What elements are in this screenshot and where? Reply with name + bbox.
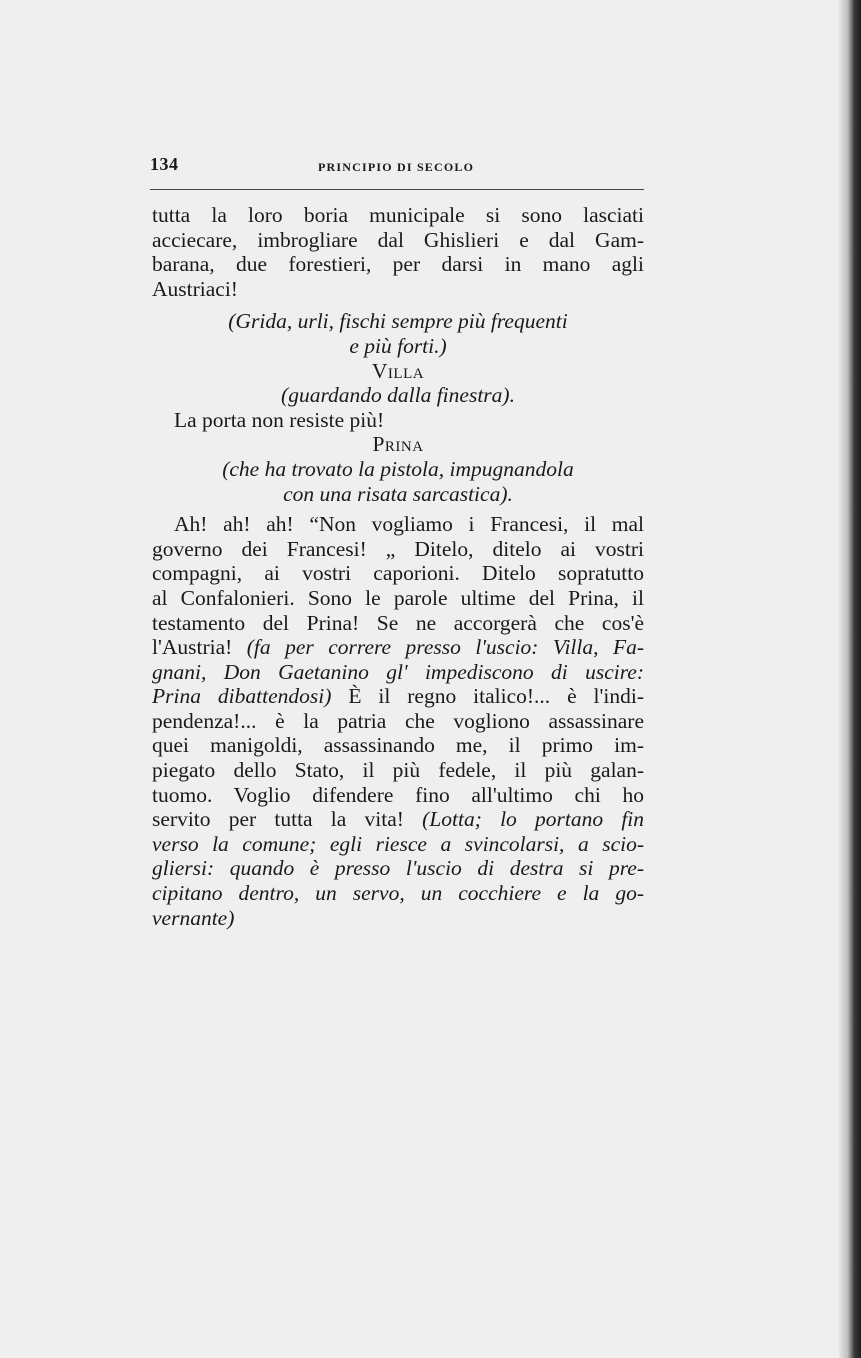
text-line: piegato dello Stato, il più fedele, il più galan- — [152, 758, 644, 783]
stage-direction: (che ha trovato la pistola, impugnandola — [222, 456, 574, 481]
speaker-name: Villa — [371, 358, 425, 383]
text-line: Ah! ah! ah! “Non vogliamo i Francesi, il mal — [174, 512, 644, 537]
stage-direction: e più forti.) — [349, 333, 447, 358]
text-line: al Confalonieri. Sono le parole ultime del Prina, il — [152, 585, 644, 610]
text-line: acciecare, imbrogliare dal Ghislieri e dal Gam- — [152, 227, 644, 252]
dialogue-line: La porta non resiste più! — [174, 407, 385, 432]
stage-direction: gliersi: quando è presso l'uscio di destra si pre- — [152, 856, 644, 881]
stage-direction: (fa per correre presso l'uscio: Villa, Fa- — [246, 635, 644, 660]
text-line: pendenza!... è la patria che vogliono assassinare — [152, 708, 644, 733]
stage-direction: (Grida, urli, fischi sempre più frequenti — [228, 309, 568, 334]
stage-direction: vernante) — [152, 905, 235, 930]
stage-direction: cipitano dentro, un servo, un cocchiere e la go- — [152, 881, 644, 906]
stage-direction: Prina dibattendosi) — [152, 684, 332, 709]
text-line — [152, 635, 644, 660]
stage-direction: gnani, Don Gaetanino gl' impediscono di uscire: — [152, 659, 644, 684]
page-number: 134 — [150, 154, 179, 174]
text-line: quei manigoldi, assassinando me, il primo im- — [152, 733, 644, 758]
text-line: testamento del Prina! Se ne accorgerà che cos'è — [152, 610, 644, 635]
text-fragment: l'Austria! — [152, 635, 233, 660]
stage-direction: con una risata sarcastica). — [283, 481, 513, 506]
text-line: tutta la loro boria municipale si sono lasciati — [152, 203, 644, 227]
page-body — [152, 203, 644, 930]
page-edge-shadow — [839, 0, 861, 1358]
running-title: PRINCIPIO DI SECOLO — [318, 160, 475, 174]
text-fragment: È il regno italico!... è l'indi- — [348, 684, 645, 709]
text-line: Austriaci! — [152, 276, 238, 301]
text-line: governo dei Francesi! „ Ditelo, ditelo ai vostri — [152, 536, 644, 561]
text-line: compagni, ai vostri caporioni. Ditelo sopratutto — [152, 561, 644, 586]
header-rule — [150, 189, 644, 190]
stage-direction: (guardando dalla finestra). — [281, 383, 515, 408]
text-line — [152, 684, 644, 709]
text-line — [152, 807, 644, 832]
stage-direction: verso la comune; egli riesce a svincolarsi, a scio- — [152, 831, 644, 856]
stage-direction: (Lotta; lo portano fin — [422, 807, 645, 832]
text-fragment: servito per tutta la vita! — [152, 807, 404, 832]
page-header — [150, 150, 644, 190]
text-line: tuomo. Voglio difendere fino all'ultimo chi ho — [152, 782, 644, 807]
speaker-name: Prina — [372, 432, 424, 457]
text-line: barana, due forestieri, per darsi in mano agli — [152, 252, 644, 277]
